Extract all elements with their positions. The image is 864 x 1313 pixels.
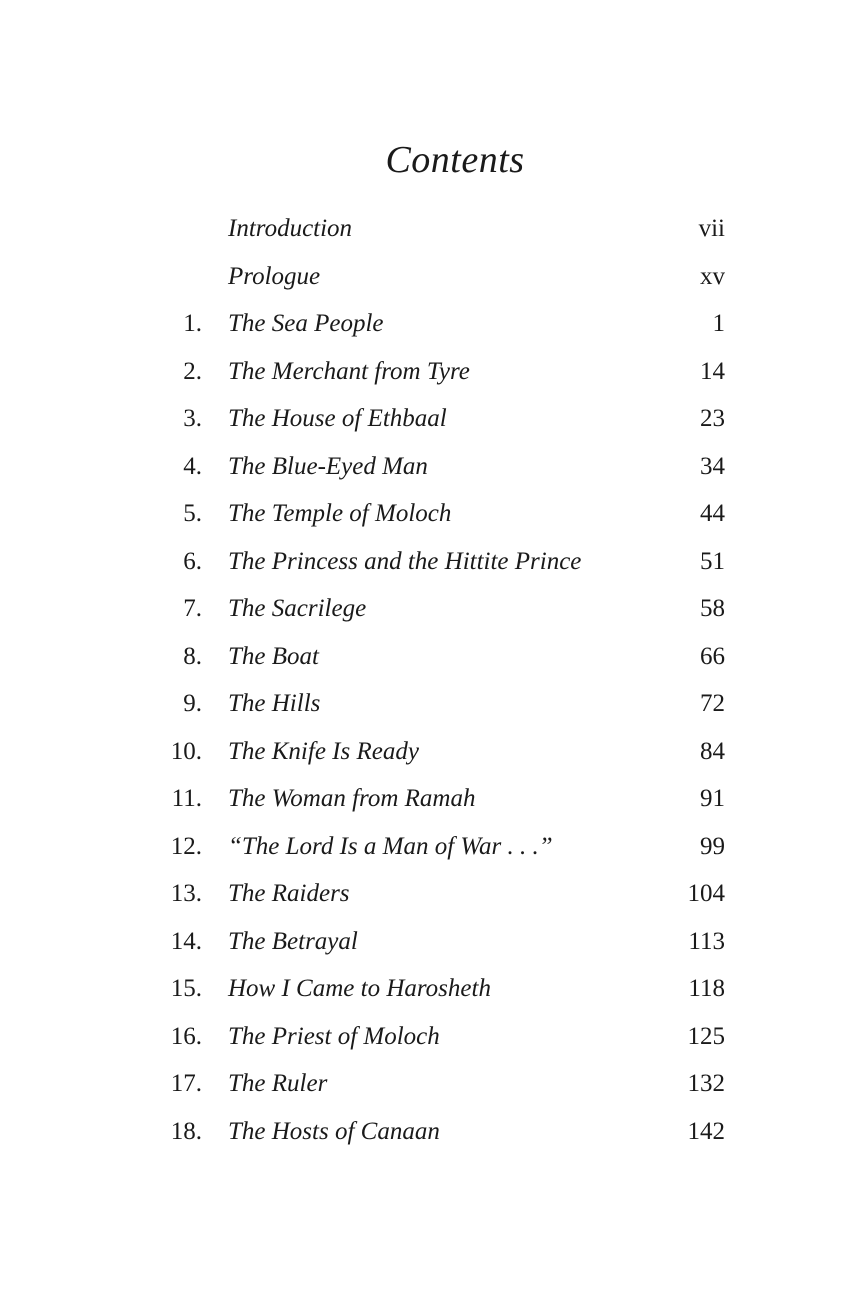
chapter-number: 3. (183, 405, 202, 432)
toc-entry[interactable] (0, 779, 864, 827)
chapter-number: 17. (170, 1070, 202, 1097)
toc-entry[interactable] (0, 732, 864, 780)
page-number: 23 (700, 405, 725, 432)
toc-entry[interactable] (0, 209, 864, 257)
toc-entry[interactable] (0, 1064, 864, 1112)
page-number: 113 (688, 927, 725, 955)
chapter-number: 15. (170, 975, 202, 1002)
page-number: 14 (700, 357, 725, 385)
toc-entry[interactable] (0, 827, 864, 875)
chapter-title: The Merchant from Tyre (228, 357, 470, 385)
chapter-number: 9. (183, 690, 202, 717)
page-number: 104 (687, 880, 725, 907)
page-number: vii (698, 215, 725, 242)
chapter-number: 2. (183, 357, 202, 385)
chapter-title: The Sea People (228, 310, 384, 337)
chapter-title: The Temple of Moloch (228, 500, 452, 527)
toc-entry[interactable] (0, 969, 864, 1017)
toc-entry[interactable] (0, 874, 864, 922)
toc-entry[interactable] (0, 637, 864, 685)
page-number: 84 (700, 737, 725, 765)
toc-entry[interactable] (0, 257, 864, 305)
chapter-title: The Ruler (228, 1070, 328, 1097)
chapter-title: The Knife Is Ready (228, 737, 419, 765)
chapter-number: 4. (183, 452, 202, 480)
page-title: Contents (385, 139, 525, 181)
chapter-title: The Boat (228, 642, 319, 670)
chapter-number: 1. (183, 310, 202, 337)
chapter-number: 10. (170, 737, 202, 765)
chapter-title: The Priest of Moloch (228, 1022, 440, 1050)
page-number: 142 (687, 1117, 725, 1145)
page-number: 125 (687, 1022, 725, 1050)
chapter-number: 7. (183, 595, 202, 622)
chapter-number: 11. (171, 785, 202, 812)
page-number: 118 (688, 975, 725, 1002)
page-number: 58 (700, 595, 725, 622)
page-number: xv (700, 262, 725, 290)
chapter-number: 6. (183, 547, 202, 575)
page-number: 44 (700, 500, 725, 527)
chapter-number: 14. (170, 927, 202, 955)
page-number: 34 (700, 452, 725, 480)
toc-entry[interactable] (0, 494, 864, 542)
chapter-title: The Blue-Eyed Man (228, 452, 428, 480)
chapter-title: The Hills (228, 690, 321, 717)
toc-entry[interactable] (0, 684, 864, 732)
chapter-title: The Princess and the Hittite Prince (228, 547, 582, 575)
toc-entry[interactable] (0, 922, 864, 970)
toc-entry[interactable] (0, 542, 864, 590)
page-number: 72 (700, 690, 725, 717)
chapter-title: The Betrayal (228, 927, 358, 955)
chapter-number: 8. (183, 642, 202, 670)
page-number: 66 (700, 642, 725, 670)
toc-entry[interactable] (0, 1017, 864, 1065)
chapter-title: Introduction (228, 215, 353, 242)
chapter-number: 12. (170, 832, 202, 860)
chapter-title: “The Lord Is a Man of War . . .” (228, 832, 553, 860)
chapter-title: The Hosts of Canaan (228, 1117, 440, 1145)
chapter-title: The Woman from Ramah (228, 785, 476, 812)
toc-entry[interactable] (0, 399, 864, 447)
chapter-number: 16. (170, 1022, 202, 1050)
chapter-number: 5. (183, 500, 202, 527)
chapter-title: The Sacrilege (228, 595, 367, 622)
table-of-contents (0, 209, 864, 1159)
toc-entry[interactable] (0, 1112, 864, 1160)
toc-entry[interactable] (0, 304, 864, 352)
page-number: 51 (700, 547, 725, 575)
chapter-title: The Raiders (228, 880, 350, 907)
toc-entry[interactable] (0, 447, 864, 495)
chapter-title: The House of Ethbaal (228, 405, 447, 432)
chapter-number: 18. (170, 1117, 202, 1145)
page-number: 1 (712, 310, 725, 337)
chapter-title: How I Came to Harosheth (228, 975, 491, 1002)
page-number: 91 (700, 785, 725, 812)
page-number: 99 (700, 832, 725, 860)
chapter-number: 13. (170, 880, 202, 907)
chapter-title: Prologue (228, 262, 321, 290)
page-number: 132 (687, 1070, 725, 1097)
toc-entry[interactable] (0, 352, 864, 400)
toc-entry[interactable] (0, 589, 864, 637)
